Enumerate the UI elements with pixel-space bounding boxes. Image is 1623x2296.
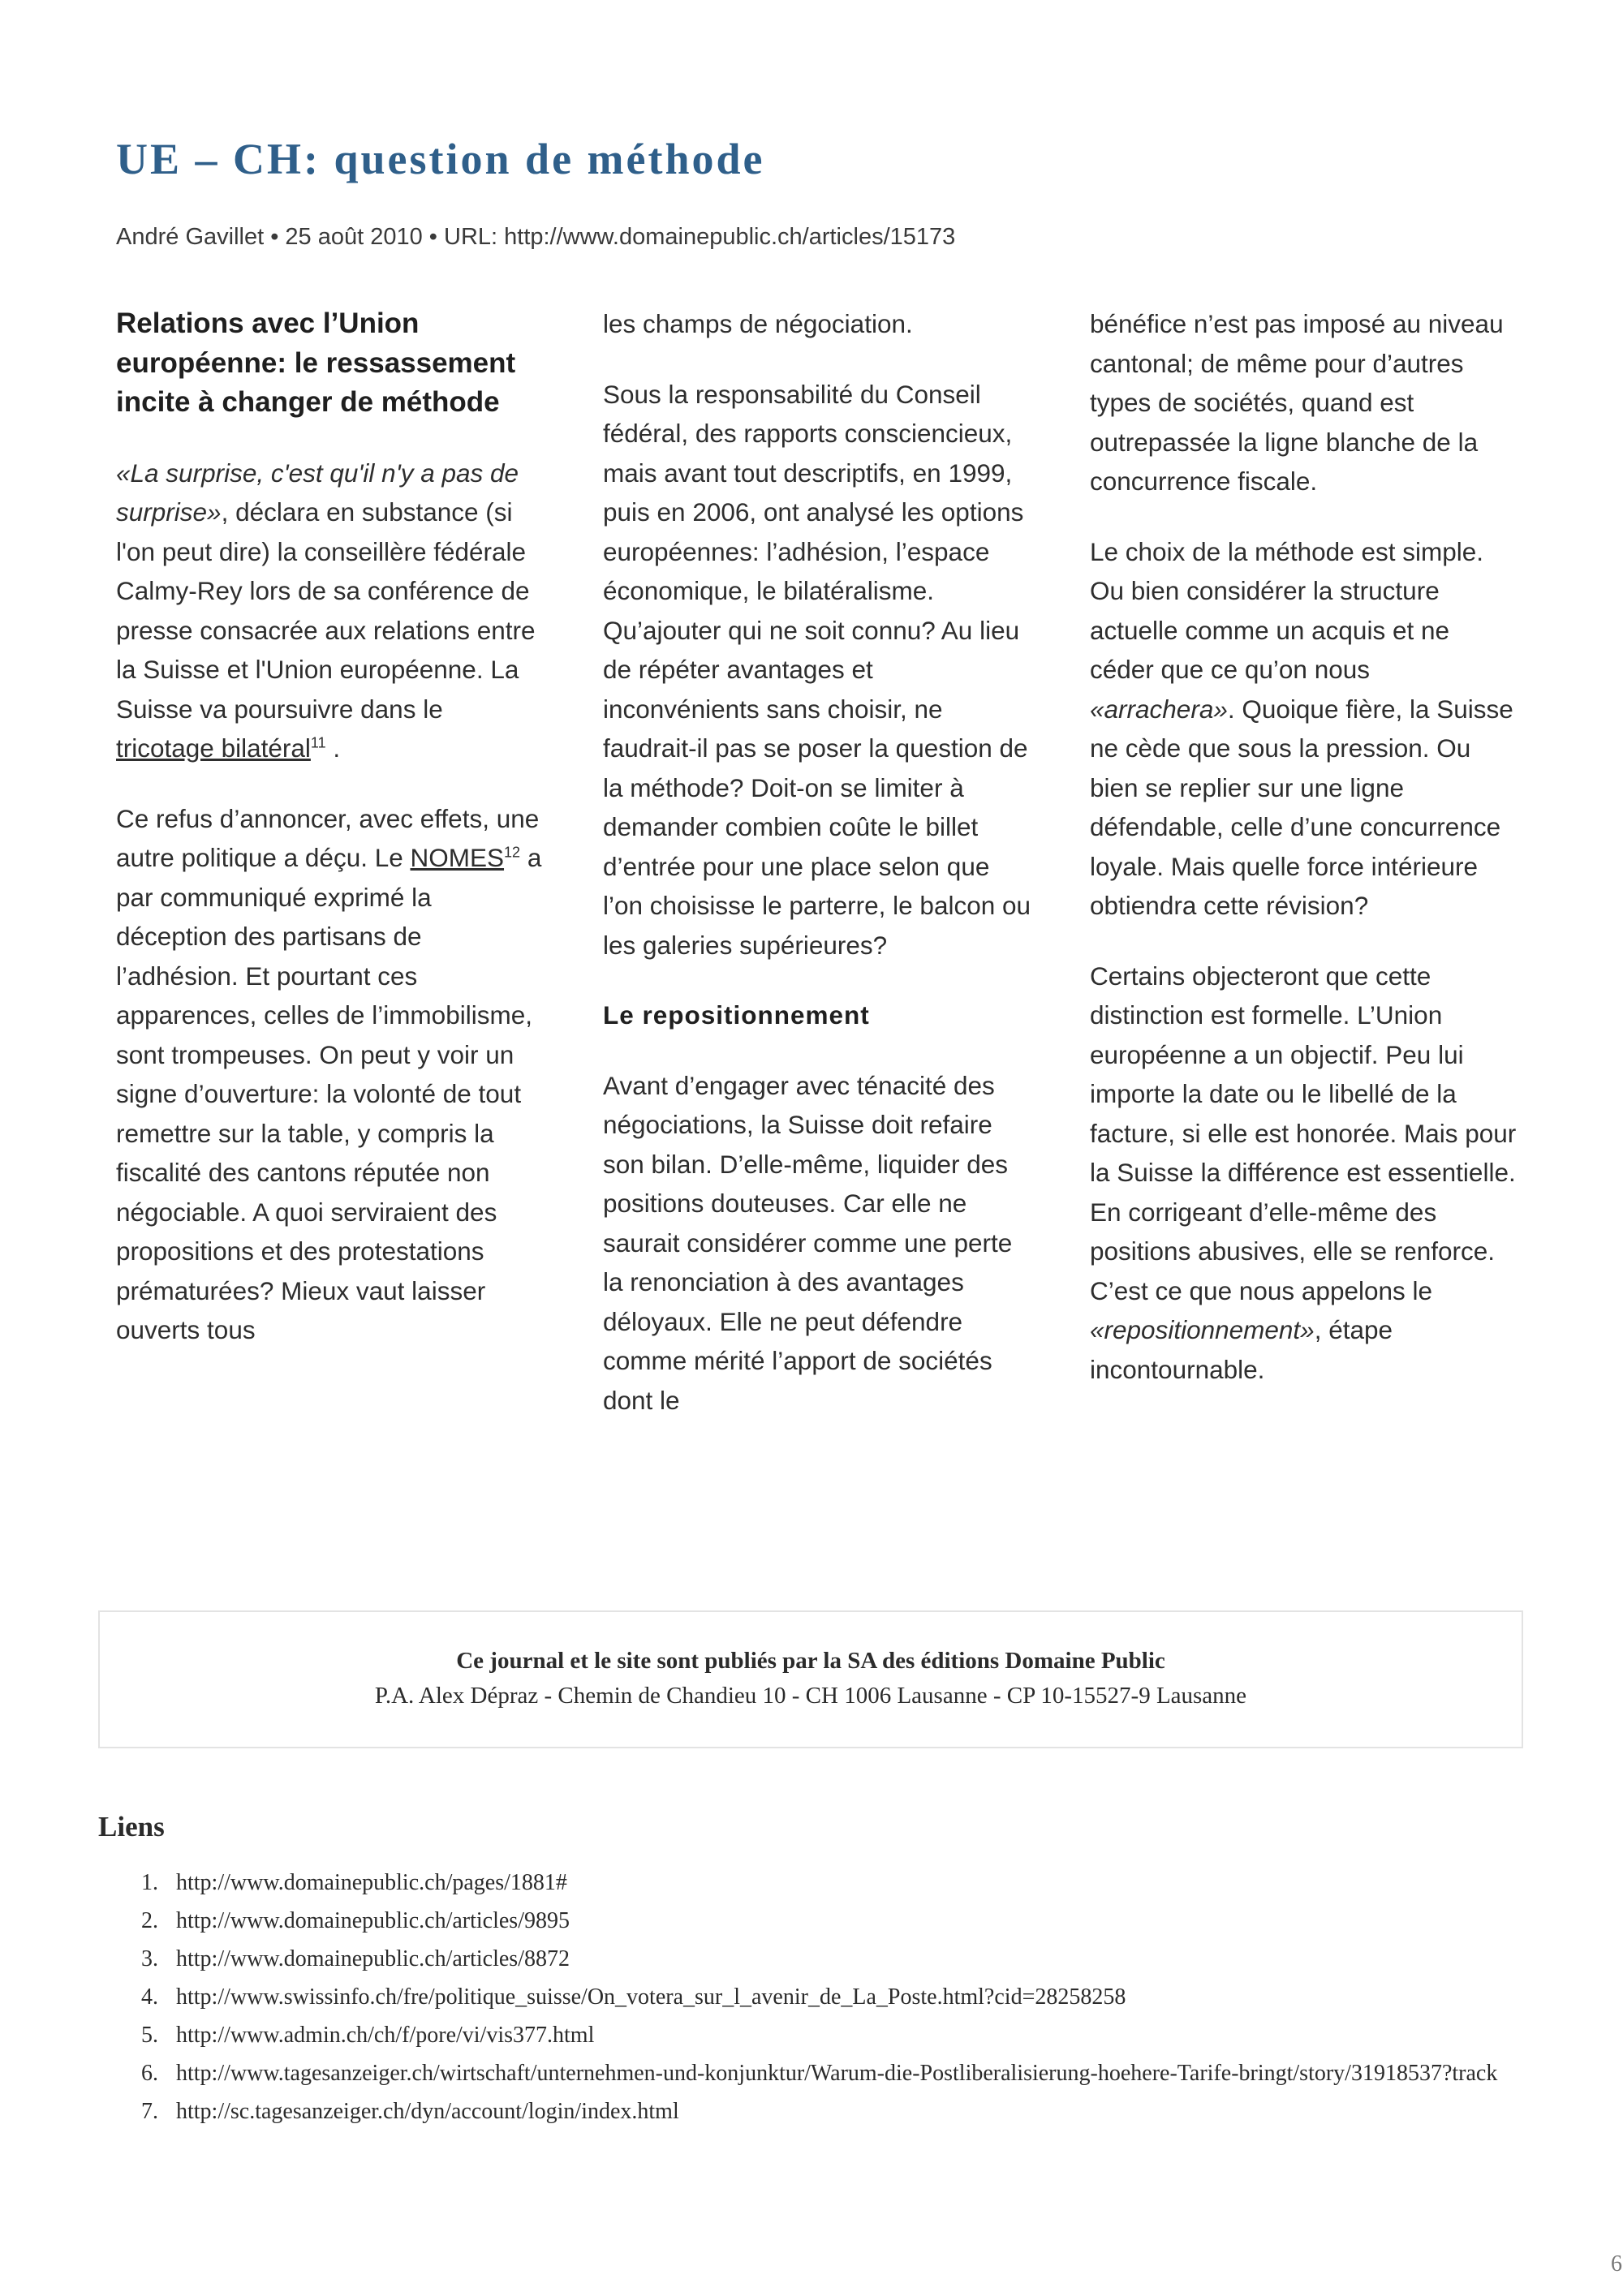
article-body xyxy=(116,304,1520,1420)
link-item xyxy=(98,2097,1526,2126)
column-3 xyxy=(1090,304,1520,1420)
link-nomes[interactable]: NOMES xyxy=(410,843,505,872)
paragraph: Sous la responsabilité du Conseil fédéral, des rapports consciencieux, mais avant tout descriptifs, en 1999, puis en 2006, ont analysé les options européennes: l’adhésion, l’espace économique, le bilatéralisme. Qu’ajouter qui ne soit connu? Au lieu de répéter avantages et inconvénients sans choisir, ne faudrait-il pas se poser la question de la méthode? Doit-on se limiter à demander combien coûte le billet d’entrée pour une place selon que l’on choisisse le parterre, le balcon ou les galeries supérieures? xyxy=(603,379,1031,960)
paragraph: les champs de négociation. xyxy=(603,309,913,338)
links-heading: Liens xyxy=(98,1811,165,1842)
publisher-line: Ce journal et le site sont publiés par la SA des éditions Domaine Public xyxy=(456,1648,1165,1674)
quote: «repositionnement» xyxy=(1090,1315,1315,1344)
link-number: 7. xyxy=(141,2099,158,2124)
link-item xyxy=(98,2021,1526,2050)
link-item xyxy=(98,1907,1526,1936)
link-tricotage-bilateral[interactable]: tricotage bilatéral xyxy=(116,733,311,763)
paragraph xyxy=(1090,957,1520,1390)
publisher-footer xyxy=(98,1610,1523,1748)
link-url[interactable]: http://www.domainepublic.ch/articles/8872 xyxy=(176,1946,570,1971)
paragraph-text: Ce refus d’annoncer, avec effets, une autre politique a déçu. Le xyxy=(116,803,540,872)
link-url[interactable]: http://www.tagesanzeiger.ch/wirtschaft/unternehmen-und-konjunktur/Warum-die-Postliberalisierung-hoehere-Tarife-bringt/story/31918537?track xyxy=(176,2061,1498,2086)
paragraph: bénéfice n’est pas imposé au niveau cantonal; de même pour d’autres types de sociétés, quand est outrepassée la ligne blanche de la concurrence fiscale. xyxy=(1090,309,1504,496)
paragraph-text: . Quoique fière, la Suisse ne cède que sous la pression. Ou bien se replier sur une ligne défendable, celle d’une concurrence loyale. Mais quelle force intérieure obtiendra cette révision? xyxy=(1090,694,1513,920)
paragraph-text: , étape incontournable. xyxy=(1090,1315,1393,1384)
paragraph-text: . xyxy=(333,733,341,763)
link-number: 6. xyxy=(141,2061,158,2086)
link-item xyxy=(98,1868,1526,1898)
link-url[interactable]: http://www.domainepublic.ch/pages/1881# xyxy=(176,1870,567,1895)
link-number: 5. xyxy=(141,2023,158,2048)
page-number: 6 xyxy=(1611,2251,1622,2277)
paragraph xyxy=(116,454,546,768)
paragraph-text: Certains objecteront que cette distinction est formelle. L’Union européenne a un objectif. Peu lui importe la date ou le libellé de la facture, si elle est honorée. Mais pour la Suisse la différence est essentielle. En corrigeant d’elle-même des positions abusives, elle se renforce. C’est ce que nous appelons le xyxy=(1090,961,1517,1305)
article-byline: André Gavillet • 25 août 2010 • URL: http://www.domainepublic.ch/articles/15173 xyxy=(116,224,956,250)
link-number: 1. xyxy=(141,1870,158,1895)
link-url[interactable]: http://www.admin.ch/ch/f/pore/vi/vis377.html xyxy=(176,2023,595,2048)
link-url[interactable]: http://www.domainepublic.ch/articles/9895 xyxy=(176,1908,570,1933)
section-subheading: Le repositionnement xyxy=(603,1000,870,1030)
footnote-ref: 12 xyxy=(504,844,521,861)
link-item xyxy=(98,1983,1526,2012)
link-url[interactable]: http://sc.tagesanzeiger.ch/dyn/account/login/index.html xyxy=(176,2099,679,2124)
column-2 xyxy=(603,304,1033,1420)
column-1 xyxy=(116,304,546,1420)
quote: «La surprise, c'est qu'il n'y a pas de surprise» xyxy=(116,458,519,527)
article-lead-heading: Relations avec l’Union européenne: le ressassement incite à changer de méthode xyxy=(116,307,516,418)
link-url[interactable]: http://www.swissinfo.ch/fre/politique_suisse/On_votera_sur_l_avenir_de_La_Poste.html?cid=28258258 xyxy=(176,1984,1126,2010)
paragraph-text: a par communiqué exprimé la déception des partisans de l’adhésion. Et pourtant ces apparences, celles de l’immobilisme, sont trompeuses. On peut y voir un signe d’ouverture: la volonté de tout remettre sur la table, y compris la fiscalité des cantons réputée non négociable. A quoi serviraient des propositions et des protestations prématurées? Mieux vaut laisser ouverts tous xyxy=(116,843,542,1344)
footnote-ref: 11 xyxy=(310,734,326,751)
paragraph xyxy=(116,799,546,1350)
link-item xyxy=(98,1945,1526,1974)
article-title: UE – CH: question de méthode xyxy=(116,135,765,183)
paragraph: Avant d’engager avec ténacité des négociations, la Suisse doit refaire son bilan. D’elle-même, liquider des positions douteuses. Car elle ne saurait considérer comme une perte la renonciation à des avantages déloyaux. Elle ne peut défendre comme mérité l’apport de sociétés dont le xyxy=(603,1070,1013,1415)
link-number: 4. xyxy=(141,1984,158,2010)
quote: «arrachera» xyxy=(1090,694,1228,724)
links-list xyxy=(98,1868,1526,2135)
publisher-address: P.A. Alex Dépraz - Chemin de Chandieu 10 - CH 1006 Lausanne - CP 10-15527-9 Lausanne xyxy=(374,1683,1247,1709)
link-number: 2. xyxy=(141,1908,158,1933)
link-item xyxy=(98,2059,1526,2088)
link-number: 3. xyxy=(141,1946,158,1971)
paragraph-text: , déclara en substance (si l'on peut dire) la conseillère fédérale Calmy-Rey lors de sa conférence de presse consacrée aux relations entre la Suisse et l'Union européenne. La Suisse va poursuivre dans le xyxy=(116,497,536,724)
paragraph-text: Le choix de la méthode est simple. Ou bien considérer la structure actuelle comme un acquis et ne céder que ce qu’on nous xyxy=(1090,536,1484,684)
paragraph xyxy=(1090,532,1520,926)
